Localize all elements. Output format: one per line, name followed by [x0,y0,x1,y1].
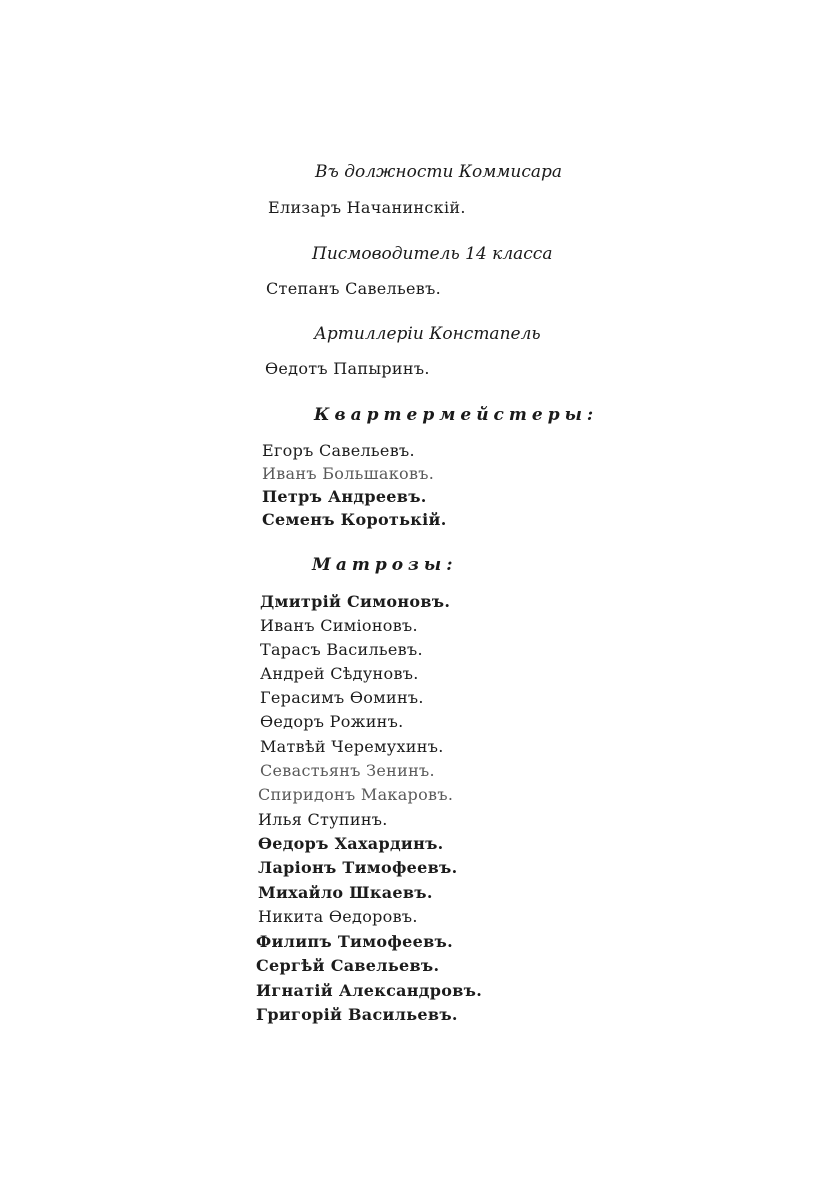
name-clerk: Степанъ Савельевъ. [266,279,441,298]
name-sailor: Иванъ Симіоновъ. [260,616,418,635]
name-sailor: Герасимъ Ѳоминъ. [260,688,424,707]
name-sailor: Григорій Васильевъ. [256,1005,458,1024]
name-sailor: Ѳедоръ Хахардинъ. [258,834,444,853]
name-sailor: Матвѣй Черемухинъ. [260,737,444,756]
name-sailor: Илья Ступинъ. [258,810,388,829]
name-sailor: Ларіонъ Тимофеевъ. [258,858,458,877]
name-sailor: Тарасъ Васильевъ. [260,640,423,659]
name-sailor: Никита Ѳедоровъ. [258,907,418,926]
name-quartermaster: Егоръ Савельевъ. [262,441,415,460]
name-quartermaster: Петръ Андреевъ. [262,487,427,506]
name-sailor: Дмитрій Симоновъ. [260,592,451,611]
name-commissar: Елизаръ Начанинскій. [268,198,466,217]
heading-clerk: Писмоводитель 14 класса [312,244,553,264]
heading-commissar: Въ должности Коммисара [315,162,563,182]
heading-sailors: Матрозы: [312,555,458,575]
name-sailor: Филипъ Тимофеевъ. [256,932,453,951]
heading-quartermasters: Квартермейстеры: [314,405,599,425]
name-quartermaster: Иванъ Большаковъ. [262,464,435,483]
heading-artillery: Артиллеріи Констапель [314,324,541,344]
name-quartermaster: Семенъ Коротькій. [262,510,447,529]
name-sailor: Ѳедоръ Рожинъ. [260,712,404,731]
name-sailor: Игнатій Александровъ. [256,981,483,1000]
name-sailor: Андрей Сѣдуновъ. [260,664,419,683]
name-artillery: Ѳедотъ Папыринъ. [265,359,430,378]
name-sailor: Спиридонъ Макаровъ. [258,785,454,804]
name-sailor: Михайло Шкаевъ. [258,883,433,902]
name-sailor: Сергѣй Савельевъ. [256,956,440,975]
name-sailor: Севастьянъ Зенинъ. [260,761,435,780]
